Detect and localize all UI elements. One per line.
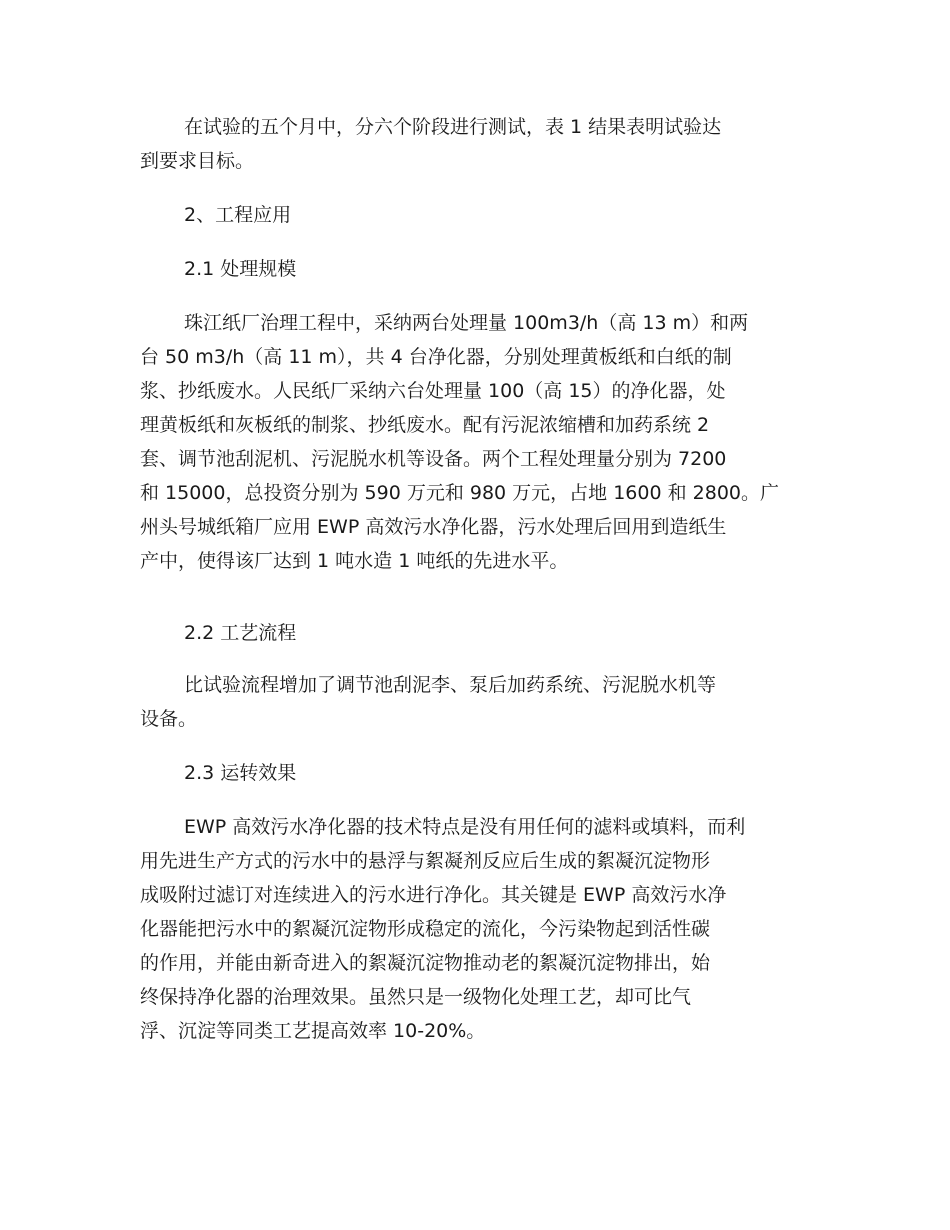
- text-line: 珠江纸厂治理工程中，采纳两台处理量 100m3/h（高 13 m）和两: [184, 312, 749, 334]
- text-line: 产中，使得该厂达到 1 吨水造 1 吨纸的先进水平。: [140, 550, 569, 572]
- text-line: 州头号城纸箱厂应用 EWP 高效污水净化器，污水处理后回用到造纸生: [140, 516, 727, 538]
- text-line: 比试验流程增加了调节池刮泥李、泵后加药系统、污泥脱水机等: [184, 674, 717, 696]
- heading-operation-effect: [140, 756, 810, 790]
- subsection-heading: 2.2 工艺流程: [184, 622, 297, 644]
- paragraph-processing-scale: [140, 306, 810, 578]
- subsection-heading: 2.1 处理规模: [184, 258, 297, 280]
- text-line: 化器能把污水中的絮凝沉淀物形成稳定的流化，今污染物起到活性碳: [140, 918, 711, 940]
- text-line: 在试验的五个月中，分六个阶段进行测试，表 1 结果表明试验达: [184, 116, 722, 138]
- text-line: 设备。: [140, 708, 198, 730]
- text-line: 用先进生产方式的污水中的悬浮与絮凝剂反应后生成的絮凝沉淀物形: [140, 850, 711, 872]
- heading-processing-scale: [140, 252, 810, 286]
- text-line: 成吸附过滤订对连续进入的污水进行净化。其关键是 EWP 高效污水净: [140, 884, 727, 906]
- subsection-heading: 2.3 运转效果: [184, 762, 297, 784]
- paragraph-intro: [140, 110, 810, 178]
- paragraph-process-flow: [140, 668, 810, 736]
- text-line: 终保持净化器的治理效果。虽然只是一级物化处理工艺，却可比气: [140, 986, 692, 1008]
- text-line: 浮、沉淀等同类工艺提高效率 10-20%。: [140, 1020, 486, 1042]
- text-line: 和 15000，总投资分别为 590 万元和 980 万元，占地 1600 和 2800。广: [140, 482, 779, 504]
- text-line: 套、调节池刮泥机、污泥脱水机等设备。两个工程处理量分别为 7200: [140, 448, 727, 470]
- text-line: EWP 高效污水净化器的技术特点是没有用任何的滤料或填料，而利: [184, 816, 746, 838]
- text-line: 台 50 m3/h（高 11 m），共 4 台净化器，分别处理黄板纸和白纸的制: [140, 346, 732, 368]
- text-line: 理黄板纸和灰板纸的制浆、抄纸废水。配有污泥浓缩槽和加药系统 2: [140, 414, 710, 436]
- text-line: 到要求目标。: [140, 150, 255, 172]
- paragraph-operation-effect: [140, 810, 810, 1048]
- text-line: 的作用，并能由新奇进入的絮凝沉淀物推动老的絮凝沉淀物排出，始: [140, 952, 711, 974]
- heading-engineering-application: [140, 198, 810, 232]
- heading-process-flow: [140, 616, 810, 650]
- section-heading: 2、工程应用: [184, 204, 292, 226]
- text-line: 浆、抄纸废水。人民纸厂采纳六台处理量 100（高 15）的净化器，处: [140, 380, 726, 402]
